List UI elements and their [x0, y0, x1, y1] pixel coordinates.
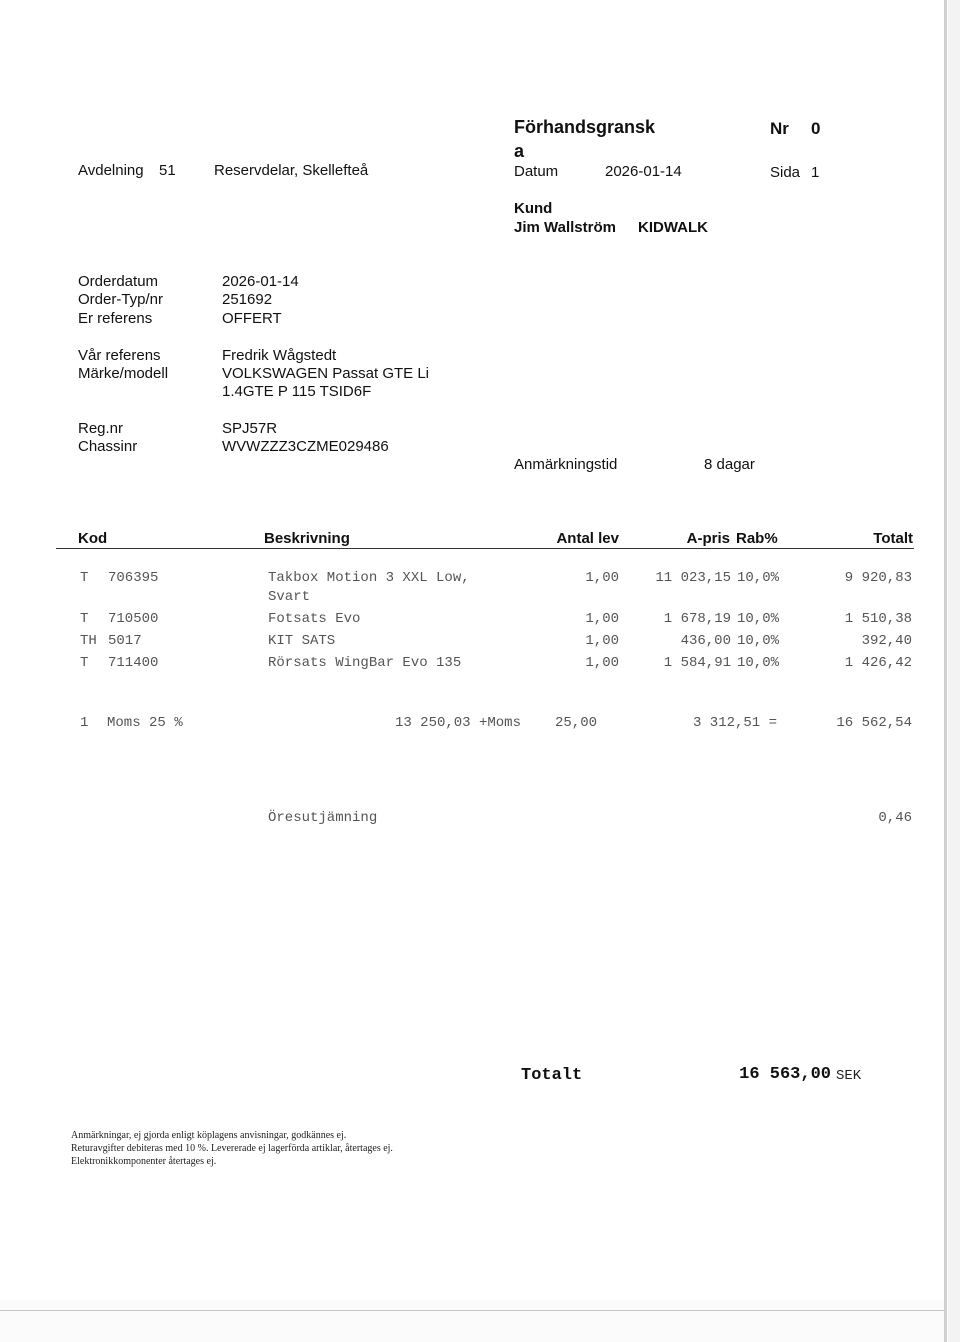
row-total: 1 510,38 — [844, 611, 912, 627]
row-discount: 10,0% — [737, 655, 780, 671]
vat-label: Moms 25 % — [107, 715, 183, 731]
page-bottom-band — [0, 1300, 944, 1342]
model-label: Märke/modell — [78, 365, 169, 382]
row-prefix: TH — [80, 633, 97, 649]
row-prefix: T — [80, 611, 89, 627]
column-header-unit-price: A-pris — [686, 530, 730, 547]
nr-label: Nr — [770, 119, 789, 138]
remark-time-label: Anmärkningstid — [514, 456, 618, 473]
order-type-label: Order-Typ/nr — [78, 291, 164, 308]
date-value: 2026-01-14 — [605, 163, 682, 180]
grand-total-value: 16 563,00 — [739, 1065, 831, 1084]
model-line1: VOLKSWAGEN Passat GTE Li — [222, 365, 430, 382]
customer-name: Jim Wallström — [514, 219, 616, 236]
vat-line-number: 1 — [80, 715, 89, 731]
date-label: Datum — [514, 163, 559, 180]
page-margin — [948, 0, 960, 1342]
row-description: Rörsats WingBar Evo 135 — [268, 655, 462, 671]
vat-total: 16 562,54 — [836, 715, 912, 731]
document-title-wrap: a — [514, 141, 525, 161]
order-date-label: Orderdatum — [78, 273, 159, 290]
order-number: 251692 — [222, 291, 273, 308]
vat-amount: 3 312,51 = — [692, 715, 777, 731]
row-discount: 10,0% — [737, 611, 780, 627]
row-code: 711400 — [108, 655, 159, 671]
row-description-wrap: Svart — [268, 589, 311, 605]
row-total: 9 920,83 — [844, 570, 912, 586]
row-discount: 10,0% — [737, 633, 780, 649]
row-description: KIT SATS — [268, 633, 336, 649]
chassis-label: Chassinr — [78, 438, 138, 455]
row-unit-price: 1 584,91 — [663, 655, 731, 671]
page-bottom-line — [0, 1310, 944, 1311]
row-unit-price: 1 678,19 — [663, 611, 731, 627]
row-unit-price: 11 023,15 — [655, 570, 731, 586]
model-line2: 1.4GTE P 115 TSID6F — [222, 383, 372, 400]
reg-value: SPJ57R — [222, 420, 278, 437]
row-description: Takbox Motion 3 XXL Low, — [268, 570, 470, 586]
department-number: 51 — [159, 162, 176, 179]
table-header-rule — [56, 548, 914, 549]
reg-label: Reg.nr — [78, 420, 124, 437]
department-label: Avdelning — [78, 162, 144, 179]
rounding-value: 0,46 — [878, 810, 912, 826]
row-prefix: T — [80, 570, 89, 586]
footer-note-1: Anmärkningar, ej gjorda enligt köplagens anvisningar, godkännes ej. — [71, 1130, 347, 1141]
row-description: Fotsats Evo — [268, 611, 361, 627]
row-unit-price: 436,00 — [680, 633, 731, 649]
remark-time-value: 8 dagar — [704, 456, 755, 473]
nr-value: 0 — [811, 119, 821, 138]
column-header-description: Beskrivning — [264, 530, 350, 547]
document-title: Förhandsgransk — [514, 117, 656, 137]
row-qty: 1,00 — [585, 611, 619, 627]
vat-rate: 25,00 — [555, 715, 598, 731]
footer-note-2: Returavgifter debiteras med 10 %. Levererade ej lagerförda artiklar, återtages ej. — [71, 1143, 393, 1154]
row-code: 706395 — [108, 570, 159, 586]
column-header-qty: Antal lev — [556, 530, 619, 547]
your-ref-label: Er referens — [78, 310, 153, 327]
page-number: 1 — [811, 164, 820, 181]
grand-total-currency: SEK — [836, 1068, 862, 1084]
row-code: 710500 — [108, 611, 159, 627]
grand-total-label: Totalt — [521, 1066, 583, 1085]
your-ref: OFFERT — [222, 310, 282, 327]
row-discount: 10,0% — [737, 570, 780, 586]
row-prefix: T — [80, 655, 89, 671]
row-total: 1 426,42 — [844, 655, 912, 671]
our-ref: Fredrik Wågstedt — [222, 347, 337, 364]
customer-label: Kund — [514, 200, 553, 217]
page-edge — [944, 0, 947, 1342]
row-qty: 1,00 — [585, 655, 619, 671]
footer-note-3: Elektronikkomponenter återtages ej. — [71, 1156, 217, 1167]
customer-code: KIDWALK — [638, 219, 708, 236]
chassis-value: WVWZZZ3CZME029486 — [222, 438, 389, 455]
row-total: 392,40 — [861, 633, 912, 649]
row-qty: 1,00 — [585, 570, 619, 586]
our-ref-label: Vår referens — [78, 347, 161, 364]
row-qty: 1,00 — [585, 633, 619, 649]
column-header-discount: Rab% — [736, 530, 778, 547]
department-name: Reservdelar, Skellefteå — [214, 162, 369, 179]
rounding-label: Öresutjämning — [268, 810, 378, 826]
page-label: Sida — [770, 164, 801, 181]
row-code: 5017 — [108, 633, 142, 649]
vat-base: 13 250,03 +Moms — [394, 715, 521, 731]
order-date: 2026-01-14 — [222, 273, 299, 290]
column-header-total: Totalt — [873, 530, 913, 547]
column-header-code: Kod — [78, 530, 108, 547]
